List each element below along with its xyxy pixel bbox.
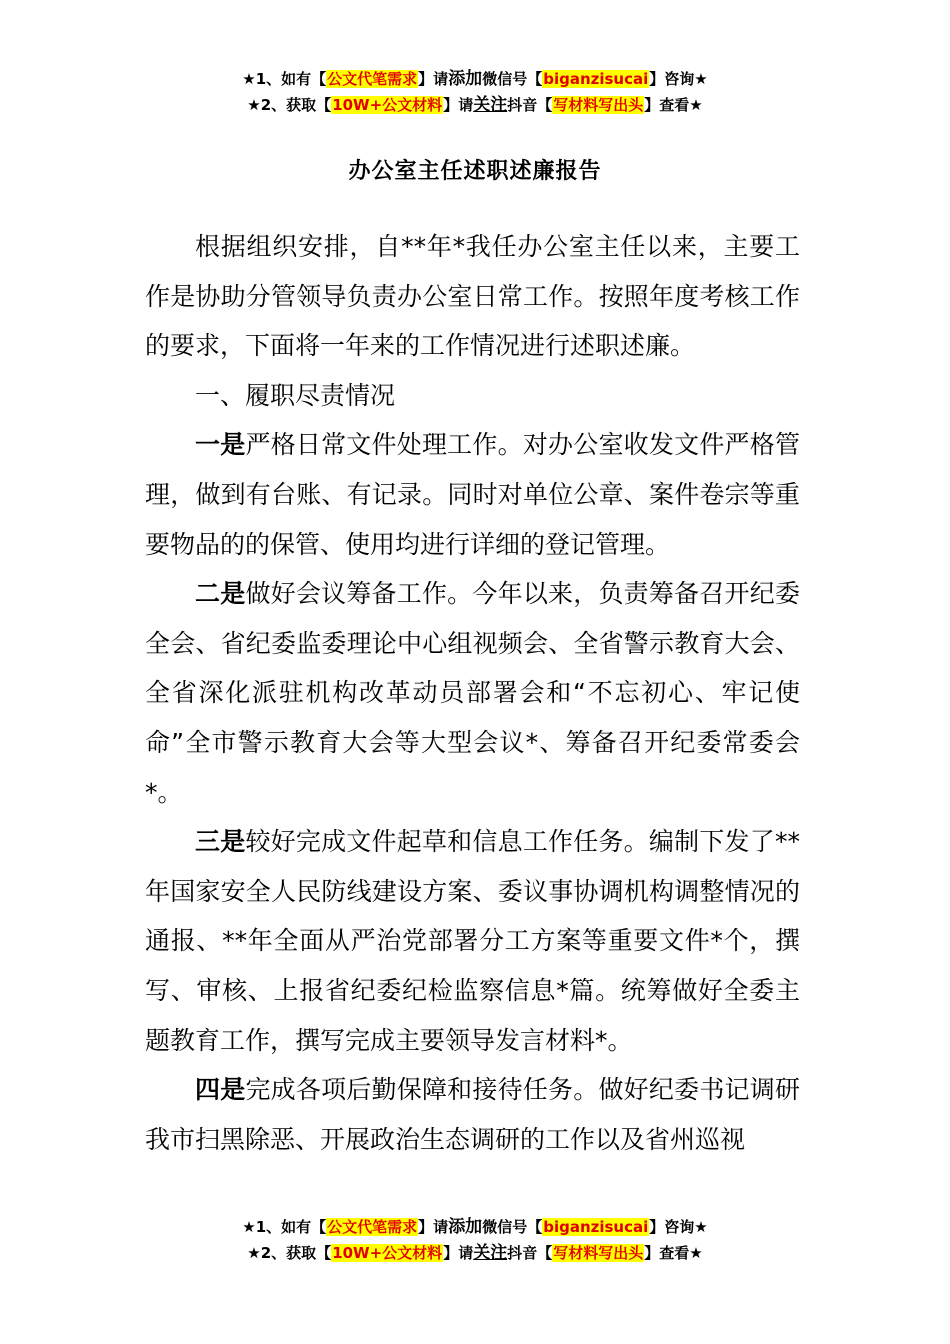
item-text: 完成各项后勤保障和接待任务。做好纪委书记调研我市扫黑除恶、开展政治生态调研的工作以及省州巡视 (145, 1075, 800, 1154)
highlight-text: 公文代笔需求 (327, 1218, 418, 1236)
banner-text: 】请 (418, 70, 449, 88)
emphasis-text: 关注 (473, 1243, 508, 1263)
banner-text: 微信号【 (482, 70, 543, 88)
header-banner (0, 66, 950, 118)
banner-text: 微信号【 (482, 1218, 543, 1236)
item-lead: 二是 (195, 579, 246, 609)
banner-line-2 (0, 1240, 950, 1266)
paragraph-intro: 根据组织安排，自**年*我任办公室主任以来，主要工作是协助分管领导负责办公室日常工作。按照年度考核工作的要求，下面将一年来的工作情况进行述职述廉。 (145, 232, 800, 361)
banner-text: 抖音【 (507, 1244, 553, 1262)
document-title: 办公室主任述职述廉报告 (348, 159, 602, 184)
item-text: 做好会议筹备工作。今年以来，负责筹备召开纪委全会、省纪委监委理论中心组视频会、全省警示教育大会、全省深化派驻机构改革动员部署会和“不忘初心、牢记使命”全市警示教育大会等大型会议*、筹备召开纪委常委会*。 (145, 579, 800, 807)
banner-text: 抖音【 (507, 96, 553, 114)
banner-text: 】请 (443, 96, 474, 114)
highlight-text: 写材料写出头 (553, 1244, 644, 1262)
banner-text: ★2、获取【 (247, 96, 332, 114)
paragraph-item-3 (145, 817, 800, 1065)
emphasis-text: 关注 (473, 95, 508, 115)
emphasis-text: 添加 (448, 69, 483, 89)
banner-text: 】请 (418, 1218, 449, 1236)
banner-text: 】咨询★ (649, 70, 708, 88)
highlight-text: biganzisucai (543, 70, 649, 88)
highlight-text: 10W+公文材料 (332, 1244, 443, 1262)
banner-text: 】查看★ (644, 1244, 703, 1262)
highlight-text: 写材料写出头 (553, 96, 644, 114)
banner-line-2 (0, 92, 950, 118)
highlight-text: biganzisucai (543, 1218, 649, 1236)
banner-line-1 (0, 1214, 950, 1240)
section-heading: 一、履职尽责情况 (195, 380, 396, 410)
item-lead: 三是 (195, 827, 246, 857)
paragraph-item-4 (145, 1065, 800, 1164)
highlight-text: 公文代笔需求 (327, 70, 418, 88)
banner-text: 】查看★ (644, 96, 703, 114)
banner-line-1 (0, 66, 950, 92)
emphasis-text: 添加 (448, 1217, 483, 1237)
footer-banner (0, 1214, 950, 1266)
paragraph-item-2 (145, 569, 800, 817)
banner-text: ★1、如有【 (242, 1218, 327, 1236)
document-body (145, 222, 800, 1164)
banner-text: 】咨询★ (649, 1218, 708, 1236)
item-text: 严格日常文件处理工作。对办公室收发文件严格管理，做到有台账、有记录。同时对单位公章、案件卷宗等重要物品的的保管、使用均进行详细的登记管理。 (145, 430, 800, 559)
highlight-text: 10W+公文材料 (332, 96, 443, 114)
banner-text: 】请 (443, 1244, 474, 1262)
item-text: 较好完成文件起草和信息工作任务。编制下发了**年国家安全人民防线建设方案、委议事协调机构调整情况的通报、**年全面从严治党部署分工方案等重要文件*个，撰写、审核、上报省纪委纪检监察信息*篇。统筹做好全委主题教育工作，撰写完成主要领导发言材料*。 (145, 827, 800, 1055)
paragraph-item-1 (145, 420, 800, 569)
banner-text: ★2、获取【 (247, 1244, 332, 1262)
item-lead: 四是 (195, 1075, 246, 1105)
banner-text: ★1、如有【 (242, 70, 327, 88)
item-lead: 一是 (195, 430, 246, 460)
